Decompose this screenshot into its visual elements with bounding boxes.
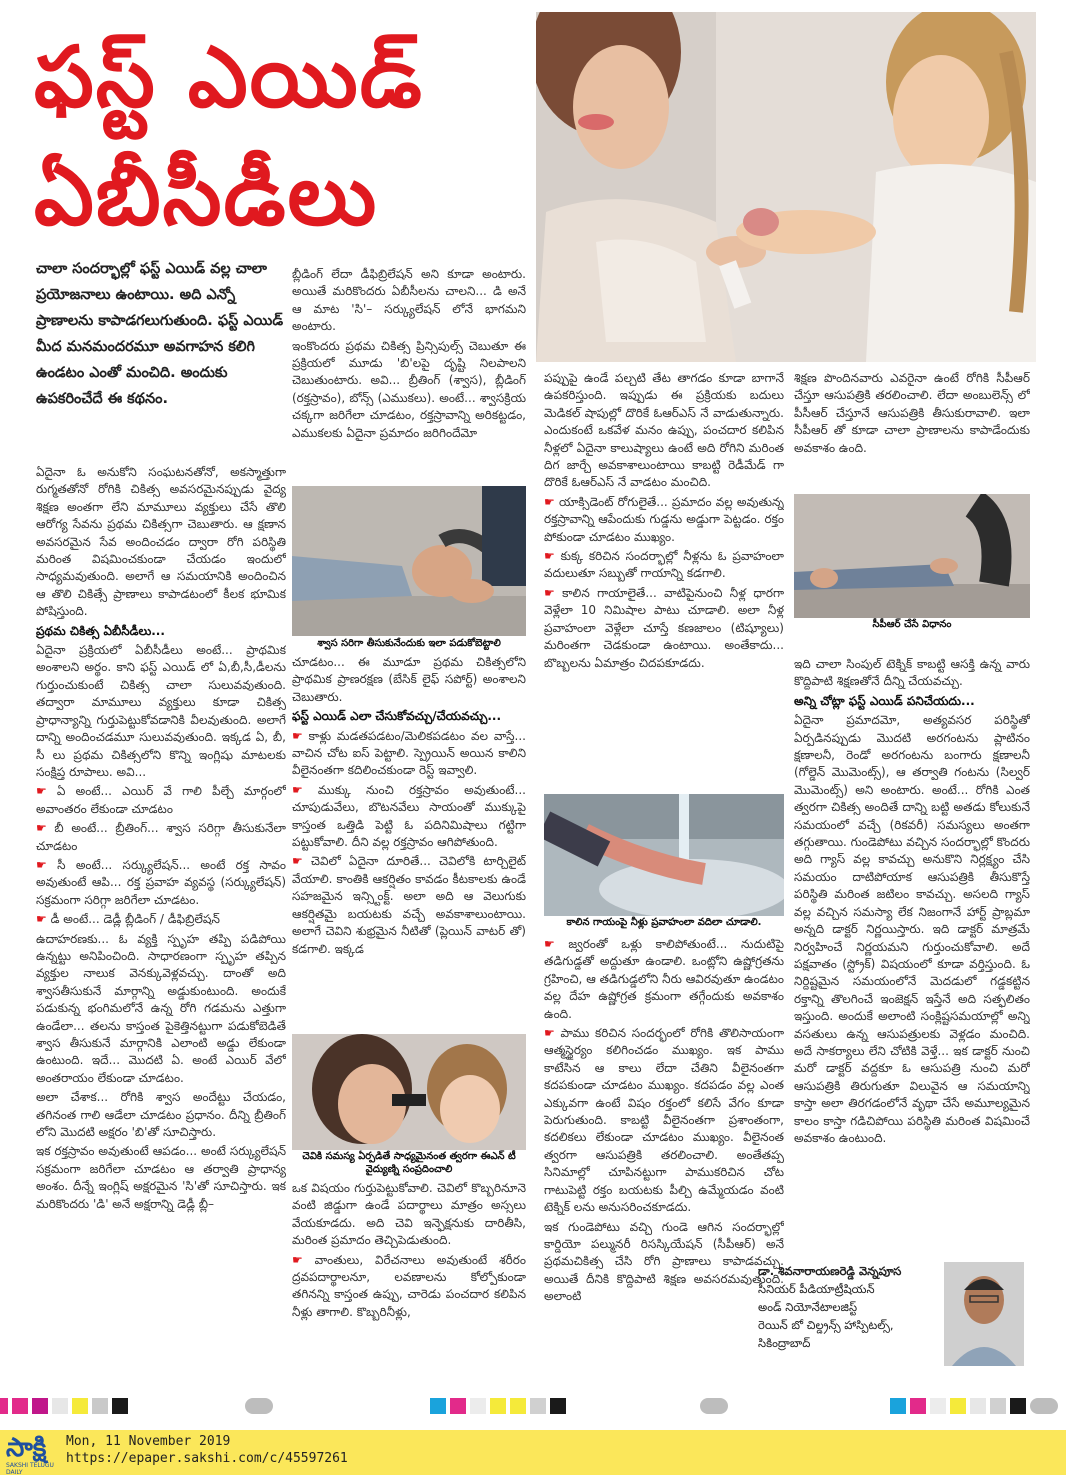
col2-bullet-sprain: ☛ కాళ్లు మడతపడటం/మెలికపడటం వల వాస్తే... వాచిన చోట ఐస్ పెట్టాలి. స్ప్రెయిన్ అయిన కాలిని వీలైనంతగా కదిలించకుండా రెస్ట్ ఇవ్వాలి. bbox=[292, 728, 526, 780]
col4-paragraph-3: ఏదైనా ప్రమాదమో, అత్యవసర పరిస్థితో ఏర్పడినప్పుడు మొదటి అరగంటను ప్లాటినం క్షణాలనీ, రెండో అరగంటను బంగారు క్షణాలనీ (గోల్డెన్ మొమెంట్స్), ఆ తర్వాతి గంటను (సిల్వర్ మొమెంట్స్) అని అంటారు. అంటే... రోగికి ఎంత త్వరగా చికిత్స అందితే దాన్ని బట్టి అతడు కోలుకునే సమయంలో వచ్చే (రికవరీ) సమస్యలు అంతగా తగ్గుతాయి. గుండెపోటు వచ్చిన సందర్భాల్లో కొందరు అది గ్యాస్ వల్ల కావచ్చు అనుకొని నిర్లక్ష్యం చేసి సమయం దాటిపోయాక ఆసుపత్రికి తీసుకొస్తే పరిస్థితి మరింత జటిలం కావచ్చు. అసలది గ్యాస్ వల్ల వచ్చిన సమస్యా లేక నిజంగానే హార్ట్ ప్రాబ్లమా అన్నది డాక్టర్ నిర్ణయిస్తారు. ఇది డాక్టర్ మాత్రమే నిర్వహించే నిర్ణయమని గుర్తుంచుకోవాలి. అదే పక్షవాతం (స్ట్రోక్) విషయంలో కూడా వర్తిస్తుంది. ఓ నిర్దిష్టమైన సమయంలోనే మెదడులో గడ్డకట్టిన రక్తాన్ని తొలగించే ఇంజెక్షన్ ఇస్తేనే అది సత్ఫలితం ఇస్తుంది. అందుకే అలాంటి సంక్లిష్టసమయాల్లో అన్ని వసతులు ఉన్న ఆసుపత్రులకు వెళ్లడం మంచిది. అదే సాకర్యాలు లేని చోటికి వెళ్తే... ఇక డాక్టర్ నుంచి మరో డాక్టర్ వద్దకూ ఓ ఆసుపత్రి నుంచి మరో ఆసుపత్రికి తిరుగుతూ విలువైన ఆ సమయాన్ని కాస్తా అలా తిరగడంలోనే వృథా చేసే అమూల్యమైన కాలం కాస్తా గడిచిపోయి పరిస్థితి మరింత విషమించే అవకాశం ఉంటుంది. bbox=[794, 713, 1030, 1145]
author-portrait bbox=[944, 1262, 1024, 1366]
col1-paragraph-1: ఏదైనా ఓ అనుకోని సంఘటనతోనో, అకస్మాత్తుగా రుగ్మతతోనో రోగికి చికిత్స అవసరమైనప్పుడు వైద్య శిక్షణ అంతగా లేని మామూలు వ్యక్తులు చేసే తొలి ఆరోగ్య సేవను ప్రథమ చికిత్సగా చెబుతారు. ఆ క్షణాన అవసరమైన సేవ అందించడం ద్వారా రోగి పరిస్థితి మరింత విషమించకుండా చేయడం ఇందులో సాధ్యమవుతుంది. అలాగే ఆ సమయానికి అందించిన ఆ తొలి చికిత్సే ప్రాణాలు కాపాడటంలో కీలక భూమిక పోషిస్తుంది. bbox=[36, 465, 286, 619]
col4-subheading: అన్ని చోట్లా ఫస్ట్ ఎయిడ్ పనిచేయదు... bbox=[794, 693, 975, 708]
col1-bullet-b: ☛ బీ అంటే... బ్రీతింగ్... శ్వాస సరిగ్గా తీసుకునేలా చూడటం bbox=[36, 820, 286, 855]
col2-bullet-ear: ☛ చెవిలో ఏదైనా దూరితే... చెవిలోకి టార్చిలైట్ వేయాలి. కాంతికి ఆకర్షితం కావడం కీటకాలకు ఉండే సహజమైన ఇన్స్టింక్ట్. అలా అది ఆ వెలుగుకు ఆకర్షితమై బయటకు వచ్చే అవకాశాలుంటాయి. అలాగే చెవిని శుభ్రమైన నీటితో (ప్లెయిన్ వాటర్ తో) కడగాలి. ఇక్కడ bbox=[292, 853, 526, 957]
col1-bullet-a: ☛ ఏ అంటే... ఎయిర్ వే గాలి పీల్చే మార్గంలో అవాంతరం లేకుండా చూడటం bbox=[36, 783, 286, 818]
color-swatches-middle bbox=[430, 1398, 580, 1414]
author-line-3: రెయిన్ బో చిల్డ్రన్స్ హాస్పిటల్స్, bbox=[758, 1318, 894, 1332]
color-registration-right bbox=[890, 1398, 1060, 1414]
cpr-caption: సీపీఆర్ చేసే విధానం bbox=[794, 618, 1030, 631]
hero-illustration bbox=[536, 12, 1036, 362]
color-registration-middle bbox=[430, 1398, 580, 1414]
color-swatches-right bbox=[890, 1398, 1060, 1414]
col2-paragraph-2: ఇంకొందరు ప్రథమ చికిత్స ప్రిన్సిపుల్స్ చెబుతూ ఈ ప్రక్రియలో మూడు 'బి'లపై దృష్టి నిలపాలని చెబుతుంటారు. అవి... బ్రీతింగ్ (శ్వాస), బ్లీడింగ్ (రక్తస్రావం), బోన్స్ (ఎముకలు). అంటే... శ్వాసక్రియ చక్కగా జరిగేలా చూడటం, రక్తస్రావాన్ని అరికట్టడం, ఎముకలకు ఏదైనా ప్రమాదం జరిగిందేమో bbox=[292, 338, 526, 440]
column-1 bbox=[36, 464, 286, 1364]
footer-meta bbox=[66, 1433, 348, 1467]
author-photo bbox=[944, 1262, 1024, 1366]
column-2-bottom bbox=[292, 1180, 526, 1370]
col1-bullet-d: ☛ డీ అంటే... డెడ్లీ బ్లీడింగ్ / డీఫిబ్రిలేషన్ bbox=[36, 911, 286, 928]
col1-paragraph-5: ఇక రక్తస్రావం అవుతుంటే ఆపడం... అంటే సర్క్యులేషన్ సక్రమంగా జరిగేలా చూడటం ఆ తర్వాతి ప్రాధాన్య అంశం. దీన్నే ఇంగ్లిష్ అక్షరమైన 'సి'తో సూచిస్తారు. ఇక మరికొందరు 'డి' అనే అక్షరాన్ని డెడ్లీ బ్లీ– bbox=[36, 1144, 286, 1211]
col3-bullet-fever: ☛ జ్వరంతో ఒళ్లు కాలిపోతుంటే... నుదుటిపై తడిగుడ్డతో అద్దుతూ ఉండాలి. ఒంట్లోని ఉష్ణోగ్రతను గ్రహించి, ఆ తడిగుడ్డలోని నీరు ఆవిరవుతూ ఉండటం వల్ల దేహ ఉష్ణోగ్రత క్రమంగా తగ్గేందుకు అవకాశం ఉంది. bbox=[544, 936, 784, 1023]
sakshi-logo[interactable] bbox=[6, 1433, 60, 1476]
col2-bullet-nosebleed: ☛ ముక్కు నుంచి రక్తస్రావం అవుతుంటే... చూపుడువేలు, బొటనవేలు సాయంతో ముక్కుపై కాస్తంత ఒత్తిడి పెట్టి ఓ పదినిమిషాలు గట్టిగా పట్టుకోవాలి. దీని వల్ల రక్తస్రావం ఆగిపోతుంది. bbox=[292, 782, 526, 852]
col1-paragraph-3: ఉదాహరణకు... ఓ వ్యక్తి స్పృహ తప్పి పడిపోయి ఉన్నట్టు అనిపించింది. సాధారణంగా స్పృహ తప్పిన వ్యక్తుల నాలుక వెనక్కువెళ్లవచ్చు. దాంతో అది శ్వాసతీసుకునే మార్గాన్ని అడ్డుకుంటుంది. అందుకే పడుకున్న భంగిమలోనే ఉన్న రోగి గడమను ఎత్తుగా ఉండేలా... తలను కాస్తంత పైకెత్తినట్టుగా పడుకోబెడితే శ్వాస తీసుకునే మార్గానికి ఎలాంటి అడ్డు లేకుండా ఉంటుంది. ఇదే... మొదటి ఏ. అంటే ఎయిర్ వేలో అంతరాయం లేకుండా చూడటం. bbox=[36, 931, 286, 1085]
col1-bullet-c: ☛ సీ అంటే... సర్క్యులేషన్... అంటే రక్త సావం అవుతుంటే ఆపి... రక్త ప్రవాహ వ్యవస్థ (సర్క్యులేషన్) సక్రమంగా సరిగ్గా జరిగేలా చూడటం. bbox=[36, 857, 286, 909]
registration-oval-1 bbox=[245, 1398, 273, 1414]
col3-bullet-snakebite: ☛ పాము కరిచిన సందర్భంలో రోగికి తొలిసాయంగా ఆత్మస్థైర్యం కలిగించడం ముఖ్యం. ఇక పాము కాటేసిన ఆ కాలు లేదా చేతిని వీలైనంతగా కదపకుండా చూడటం ముఖ్యం. కదపడం వల్ల ఎంత ఎక్కువగా ఉంటే విషం రక్తంలో కలిసే వేగం కూడా పెరుగుతుంది. కాబట్టి వీలైనంతగా ప్రశాంతంగా, కదలికలు లేకుండా చూడటం ముఖ్యం. వీలైనంత త్వరగా ఆసుపత్రికి తరలించాలి. అంతేతప్ప సినిమాల్లో చూపినట్టుగా పాముకరిచిన చోట గాటుపెట్టి రక్తం బయటకు పీల్చి ఉమ్మేయడం వంటి టెక్నిక్ లను అనుసరించకూడదు. bbox=[544, 1025, 784, 1216]
col3-bullet-dogbite: ☛ కుక్క కరిచిన సందర్భాల్లో నీళ్లను ఓ ప్రవాహంలా వదులుతూ సబ్బుతో గాయాన్ని కడగాలి. bbox=[544, 548, 784, 583]
registration-oval-2 bbox=[700, 1398, 728, 1414]
col2-paragraph-1: బ్లీడింగ్ లేదా డీఫిబ్రిలేషన్ అని కూడా అంటారు. అయితే మరికొందరు ఏబీసీలను చాలని... డి అనే ఆ మాట 'సి'– సర్క్యులేషన్ లోనే భాగమని అంటారు. bbox=[292, 267, 526, 334]
col1-subheading: ప్రథమ చికిత్స ఏబీసీడీలు... bbox=[36, 623, 165, 638]
column-4-bottom bbox=[794, 656, 1030, 1256]
col1-paragraph-4: అలా చేశాక... రోగికి శ్వాస అందేట్టు చేయడం, తగినంత గాలి ఆడేలా చూడటం ప్రధానం. దీన్ని బ్రీతింగ్ లోని మొదటి అక్షరం 'బి'తో సూచిస్తారు. bbox=[36, 1090, 286, 1140]
column-3-bottom bbox=[544, 936, 784, 1376]
edition-date: Mon, 11 November 2019 bbox=[66, 1434, 231, 1449]
epaper-footer bbox=[0, 1430, 1066, 1475]
col4-paragraph-1: శిక్షణ పొందినవారు ఎవరైనా ఉంటే రోగికి సీపీఆర్ చేస్తూ ఆసుపత్రికి తరలించాలి. లేదా అంబులెన్స్ లో పీసీఆర్ చేస్తూనే ఆసుపత్రికి తీసుకురావాలి. ఇలా సీపీఆర్ తో కూడా చాలా ప్రాణాలను కాపాడేందుకు అవకాశం ఉంది. bbox=[794, 371, 1030, 455]
col2-bullet-vomiting: ☛ వాంతులు, విరేచనాలు అవుతుంటే శరీరం ద్రవపదార్థాలనూ, లవణాలను కోల్పోకుండా తగినన్ని కాస్తంత ఉప్పు, చారెడు పంచదార కలిపిన నీళ్లు తాగాలి. కొబ్బరినీళ్లు, bbox=[292, 1252, 526, 1322]
ent-exam-caption: చెవికి సమస్య ఏర్పడితే సాధ్యమైనంత త్వరగా ఈఎన్ టీ వైద్యుణ్ని సంప్రదించాలి bbox=[292, 1150, 526, 1176]
cpr-illustration bbox=[794, 494, 1030, 618]
logo-text: సాక్షి bbox=[6, 1433, 47, 1463]
col3-paragraph-1: పప్పుపై ఉండే పల్చటి తేట తాగడం కూడా బాగానే ఉపకరిస్తుంది. ఇప్పుడు ఈ ప్రక్రియకు బదులు మెడికల్ షాపుల్లో దొరికే ఓఆర్ఎస్ నే వాడుతున్నారు. ఎందుకంటే ఒకవేళ మనం ఉప్పు, పంచదార కలిపిన నీళ్లలో ఏదైనా కాలుష్యాలు ఉంటే అది రోగిని మరింత దిగ జార్చే అవకాశాలుంటాయి కాబట్టి రెడీమేడ్ గా దొరికే ఓఆర్ఎస్ నే వాడటం మంచిది. bbox=[544, 371, 784, 490]
burn-water-photo bbox=[544, 794, 784, 916]
author-line-2: అండ్ నియోనేటాలజిస్ట్ bbox=[758, 1300, 858, 1314]
col3-paragraph-2: ఇక గుండెపోటు వచ్చి గుండె ఆగిన సందర్భాల్లో కార్డియో పల్మునరీ రిసస్కియేషన్ (సీపీఆర్) అనే ప్రథమచికిత్స చేసి రోగి ప్రాణాలు కాపాడవచ్చు. అయితే దీనికి కొద్దిపాటి శిక్షణ అవసరమవుతుంది. అలాంటి bbox=[544, 1219, 784, 1304]
col2-subheading: ఫస్ట్ ఎయిడ్ ఎలా చేసుకోవచ్చు/చేయవచ్చు... bbox=[292, 709, 501, 724]
cpr-photo bbox=[794, 494, 1030, 618]
headline bbox=[34, 18, 524, 254]
recovery-position-photo bbox=[292, 486, 526, 636]
col3-bullet-accident: ☛ యాక్సిడెంట్ రోగులైతే... ప్రమాదం వల్ల అవుతున్న రక్తస్రావాన్ని ఆపేందుకు గుడ్డను అడ్డుగా పెట్టడం. రక్తం పోకుండా చూడటం ముఖ్యం. bbox=[544, 494, 784, 546]
burn-water-caption: కాలిన గాయంపై నీళ్లు ప్రవాహంలా వదిలా చూడాలి. bbox=[544, 916, 784, 929]
column-4-top bbox=[794, 370, 1030, 490]
intro-paragraph: చాలా సందర్భాల్లో ఫస్ట్ ఎయిడ్ వల్ల చాలా ప్రయోజనాలు ఉంటాయి. అది ఎన్నో ప్రాణాలను కాపాడగలుగుతుంది. ఫస్ట్ ఎయిడ్ మీద మనమందరమూ అవగాహన కలిగి ఉండటం ఎంతో మంచిది. అందుకు ఉపకరించేదే ఈ కథనం. bbox=[36, 261, 284, 407]
author-line-1: సీనియర్ పీడియాట్రీషియన్ bbox=[758, 1282, 875, 1296]
color-registration-left bbox=[0, 1398, 160, 1414]
col1-paragraph-2: ఏదైనా ప్రక్రియలో ఏబీసీడీలు అంటే... ప్రాథమిక అంశాలని అర్థం. కాని ఫస్ట్ ఎయిడ్ లో ఏ,బీ,సీ,డీలను గుర్తుంచుకుంటే చికిత్స చాలా సులువవుతుంది. తద్వారా మామూలు వ్యక్తులు కూడా చికిత్స ప్రాధాన్యాన్ని గుర్తుపెట్టుకోవడానికి వీలవుతుంది. అలాగే దాన్ని అందించడమూ సులువవుతుంది. ఇక్కడ ఏ, బీ, సీ లు ప్రథమ చికిత్సలోని కొన్ని ఇంగ్లిషు మాటలకు సంక్షిప్త రూపాలు. అవి... bbox=[36, 643, 286, 779]
recovery-position-caption: శ్వాస సరిగా తీసుకునేందుకు ఇలా పడుకోబెట్టాలి bbox=[292, 637, 526, 650]
column-2-middle bbox=[292, 654, 526, 1032]
column-3-top bbox=[544, 370, 784, 790]
logo-subtext: SAKSHI TELUGU DAILY bbox=[6, 1462, 54, 1476]
hero-photo bbox=[536, 12, 1036, 362]
author-line-4: సికింద్రాబాద్ bbox=[758, 1336, 811, 1350]
col4-paragraph-2: ఇది చాలా సింపుల్ టెక్నిక్ కాబట్టి ఆసక్తి ఉన్న వారు కొద్దిపాటి శిక్షణతోనే దీన్ని చేయవచ్చు. bbox=[794, 657, 1030, 689]
col2-paragraph-3: చూడటం... ఈ మూడూ ప్రథమ చికిత్సలోని ప్రాథమిక ప్రాణరక్షణ (బేసిక్ లైఫ్ సపోర్ట్) అంశాలని చెబుతారు. bbox=[292, 655, 526, 704]
author-credit bbox=[758, 1262, 938, 1352]
col3-bullet-burn: ☛ కాలిన గాయాలైతే... వాటిపైనుంచి నీళ్ల ధారగా వెళ్లేలా 10 నిమిషాల పాటు చూడాలి. అలా నీళ్ల ప్రవాహంలా వెళ్లేలా చూస్తే కణజాలం (టిష్యూలు) మరింతగా చెడకుండా ఉంటాయి. అంతేకాదు... బొబ్బలను ఏమాత్రం చిదపకూడదు. bbox=[544, 585, 784, 672]
author-name: డా. శివనారాయణరెడ్డి వెన్నపూస bbox=[758, 1264, 902, 1278]
burn-water-illustration bbox=[544, 794, 784, 916]
headline-line-2: ఏబీసీడీలు bbox=[34, 146, 379, 244]
color-swatches-left bbox=[0, 1398, 160, 1414]
headline-line-1: ఫస్ట్ ఎయిడ్ bbox=[34, 28, 424, 126]
column-2-top bbox=[292, 266, 526, 481]
epaper-url[interactable]: https://epaper.sakshi.com/c/45597261 bbox=[66, 1451, 348, 1466]
recovery-position-illustration bbox=[292, 486, 526, 636]
col2-paragraph-4: ఒక విషయం గుర్తుపెట్టుకోవాలి. చెవిలో కొబ్బరినూనె వంటి జిడ్డుగా ఉండే పదార్థాలు మాత్రం అస్సలు వేయకూడదు. అది చెవి ఇన్ఫెక్షనుకు దారితీసి, మరింత ప్రమాదం తెచ్చిపెడుతుంది. bbox=[292, 1181, 526, 1248]
